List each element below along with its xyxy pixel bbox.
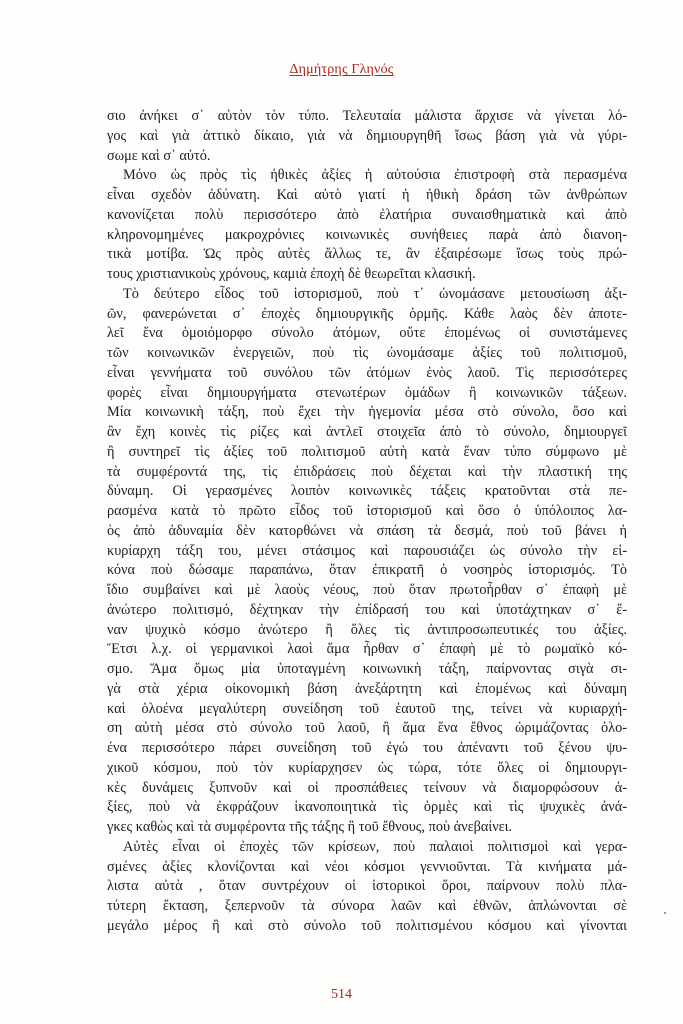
- text-line: σμένες ἀξίες κλονίζονται καὶ νέοι κόσμοι γεννιοῦνται. Τὰ κινήματα μά-: [107, 858, 627, 875]
- text-line: ἂν ἔχη κοινὲς τὶς ρίζες καὶ ἀντλεῖ στοιχεῖα ἀπὸ τὸ σύνολο, δημιουργεῖ: [107, 424, 627, 440]
- text-line: κόνα ποὺ δώσαμε παραπάνω, ὅταν ἐπικρατῆ ὁ νοσηρὸς ἱστορισμός. Τὸ: [107, 562, 627, 579]
- text-line: καὶ ὁλοένα μεγαλύτερη συνείδηση τοῦ ἑαυτοῦ της, τείνει νὰ κυριαρχή-: [107, 700, 627, 717]
- text-line: Μόνο ὡς πρὸς τὶς ἠθικὲς ἀξίες ἡ αὐτούσια ἐπιστροφὴ στὰ περασμένα: [123, 167, 627, 184]
- text-line: εἶναι γεννήματα τοῦ συνόλου τῶν ἀτόμων ἑνὸς λαοῦ. Τὶς περισσότερες: [107, 364, 627, 381]
- text-line: γος καὶ γιὰ ἀττικὸ δίκαιο, γιὰ νὰ δημιουργηθῆ ἴσως βάση γιὰ νὰ γύρι-: [107, 127, 627, 144]
- text-line: λεῖ ἕνα ὁμοιόμορφο σύνολο ἀτόμων, οὔτε ἑπομένως οἱ συνιστάμενες: [107, 325, 627, 342]
- text-line: λιστα αὐτὰ , ὅταν συντρέχουν οἱ ἱστορικοὶ ὅροι, παίρνουν πολὺ πλα-: [107, 878, 627, 895]
- text-line: ένα περισσότερο πάρει συνείδηση τοῦ ἐγώ του ἀπέναντι τοῦ ξένου ψυ-: [107, 740, 627, 756]
- text-line: ση αὐτὴ μέσα στὸ σύνολο τοῦ λαοῦ, ἢ ἅμα ἕνα ἔθνος ὡριμάζοντας ὁλο-: [107, 720, 627, 737]
- text-line: γκες καθὼς καὶ τὰ συμφέροντα τῆς τάξης ἢ τοῦ ἔθνους, ποὺ ἀνεβαίνει.: [107, 819, 513, 835]
- text-line: σμο. Ἅμα ὅμως μία ὑποταγμένη κοινωνικὴ τάξη, παίρνοντας σιγὰ σι-: [107, 661, 627, 677]
- text-line: γὰ στὰ χέρια οἰκονομικὴ βάση ἀνεξάρτητη καὶ ἑπομένως καὶ δύναμη: [107, 680, 627, 697]
- text-line: σιο ἀνήκει σ᾽ αὐτὸν τὸν τύπο. Τελευταία μάλιστα ἄρχισε νὰ γίνεται λό-: [107, 108, 627, 124]
- text-line: ἴδιο συμβαίνει καὶ μὲ λαοὺς νέους, ποὺ ὅταν πρωτοἦρθαν σ᾽ ἐπαφὴ μὲ: [107, 582, 627, 598]
- text-line: μεγάλο μέρος ἢ καὶ στὸ σύνολο τοῦ πολιτισμένου κόσμου καὶ γίνονται: [107, 917, 627, 934]
- text-line: κυρίαρχη τάξη του, μένει στάσιμος καὶ παρουσιάζει ὡς σύνολο τὴν εἰ-: [107, 542, 627, 559]
- text-line: Τὸ δεύτερο εἶδος τοῦ ἱστορισμοῦ, ποὺ τ᾽ ὠνομάσανε μετουσίωση ἀξι-: [123, 285, 627, 302]
- text-line: τους χριστιανικοὺς χρόνους, καμιὰ ἐποχὴ δὲ θεωρεῖται κλασική.: [107, 266, 476, 282]
- text-line: ξίες, ποὺ νὰ ἐκφράζουν ἱκανοποιητικὰ τὶς ὁρμὲς καὶ τὶς ψυχικὲς ἀνά-: [107, 799, 627, 816]
- text-line: τῶν κοινωνικῶν ἐνεργειῶν, ποὺ τὶς ὠνομάσαμε ἀξίες τοῦ πολιτισμοῦ,: [107, 345, 627, 361]
- text-line: ἀνώτερο πολιτισμό, δέχτηκαν τὴν ἐπίδρασή του καὶ ὑποτάχτηκαν σ᾽ ἕ-: [107, 601, 627, 618]
- text-line: ἢ συντηρεῖ τὶς ἀξίες τοῦ πολιτισμοῦ αὐτὴ κατὰ ἕναν τύπο σύμφωνο μὲ: [107, 443, 627, 460]
- page-number: 514: [331, 987, 352, 1002]
- scan-speck: [664, 912, 666, 914]
- text-line: Μία κοινωνικὴ τάξη, ποὺ ἔχει τὴν ἡγεμονία μέσα στὸ σύνολο, ὅσο καὶ: [107, 404, 627, 421]
- text-line: Αὐτὲς εἶναι οἱ ἐποχὲς τῶν κρίσεων, ποὺ παλαιοὶ πολιτισμοὶ καὶ γερα-: [123, 838, 627, 855]
- text-line: ρασμένα κατὰ τὸ πρῶτο εἶδος τοῦ ἱστορισμοῦ καὶ ὅσο ὁ ὑπόλοιπος λα-: [107, 503, 627, 519]
- text-line: δύναμη. Οἱ γερασμένες λοιπὸν κοινωνικὲς τάξεις κρατοῦνται στὰ πε-: [107, 483, 627, 500]
- text-line: ῶν, φανερώνεται σ᾽ ἐποχὲς δημιουργικῆς ὁρμῆς. Κάθε λαὸς δὲν ἀποτε-: [107, 305, 627, 322]
- text-line: κληρονομημένες μακροχρόνιες κοινωνικὲς συνήθειες παρὰ ἀπὸ διανοη-: [107, 226, 627, 243]
- text-line: τύτερη ἔκταση, ξεπερνοῦν τὰ σύνορα λαῶν καὶ ἐθνῶν, ἁπλώνονται σὲ: [107, 898, 627, 914]
- text-line: κανονίζεται πολὺ περισσότερο ἀπὸ ἐλατήρια συναισθηματικὰ καὶ ἀπὸ: [107, 206, 627, 223]
- text-line: εἶναι σχεδὸν ἀδύνατη. Καὶ αὐτὸ γιατί ἡ ἠθικὴ δράση τῶν ἀνθρώπων: [107, 187, 627, 203]
- text-line: Ἔτσι λ.χ. οἱ γερμανικοὶ λαοὶ ἅμα ἦρθαν σ᾽ ἐπαφὴ μὲ τὸ ρωμαϊκὸ κό-: [107, 641, 627, 658]
- text-line: ὸς ἀπὸ ἀδυναμία δὲν κατορθώνει νὰ σπάση τὰ δεσμά, ποὺ τοῦ βάνει ἡ: [107, 522, 627, 539]
- text-line: φορὲς εἶναι δημιουργήματα στενωτέρων ὁμάδων ἢ κοινωνικῶν τάξεων.: [107, 384, 627, 401]
- body-text: [107, 107, 627, 937]
- text-line: χικοῦ κόσμου, ποὺ τὸν κυρίαρχησεν ὡς τώρα, τότε ὅλες οἱ δημιουργι-: [107, 759, 627, 776]
- text-line: τὰ συμφέροντά της, τὶς ἐπιδράσεις ποὺ δέχεται καὶ τὴν πλαστική της: [107, 463, 627, 480]
- text-line: κὲς δυνάμεις ξυπνοῦν καὶ οἱ προσπάθειες τείνουν νὰ διαμορφώσουν ἀ-: [107, 779, 627, 796]
- text-line: τικὰ μοτίβα. Ὡς πρὸς αὐτὲς ἄλλως τε, ἂν ἐξαιρέσωμε ἴσως τοὺς πρώ-: [107, 246, 627, 263]
- text-line: σωμε καὶ σ᾽ αὐτό.: [107, 147, 211, 164]
- text-line: ναν ψυχικὸ κόσμο ἀνώτερο ἢ ὅλες τὶς ἀντιπροσωπευτικές του ἀξίες.: [107, 621, 627, 638]
- running-head-author: Δημήτρης Γληνός: [289, 62, 394, 77]
- running-head: [0, 62, 683, 78]
